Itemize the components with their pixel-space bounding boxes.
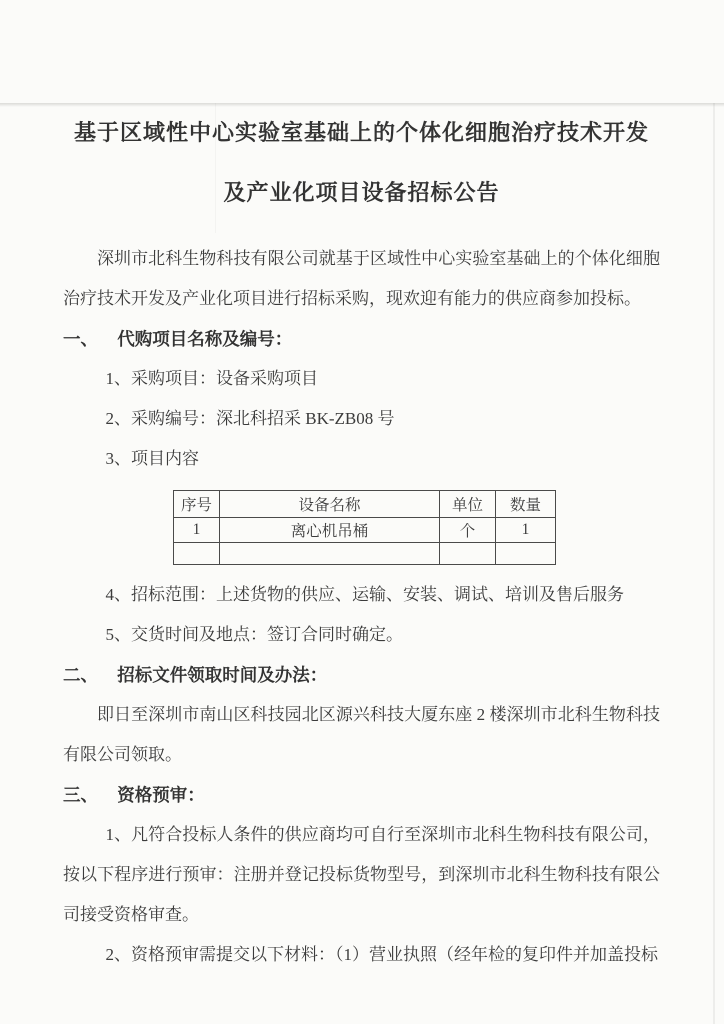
table-cell-seq: 1 (174, 518, 220, 543)
section-2-title: 招标文件领取时间及办法： (117, 665, 328, 685)
table-header-name: 设备名称 (220, 491, 440, 518)
intro-paragraph: 深圳市北科生物科技有限公司就基于区域性中心实验室基础上的个体化细胞治疗技术开发及产业化项目进行招标采购，现欢迎有能力的供应商参加投标。 (63, 249, 660, 308)
equipment-table-row (174, 518, 556, 543)
section-1-number: 一、 (63, 329, 98, 349)
section-1-title: 代购项目名称及编号： (117, 329, 293, 349)
document-title-line-1: 基于区域性中心实验室基础上的个体化细胞治疗技术开发 (73, 120, 649, 145)
table-cell-name (220, 543, 440, 565)
section-1-heading (63, 319, 660, 359)
table-header-unit: 单位 (440, 491, 496, 518)
section-1-item-delivery: 5、交货时间及地点：签订合同时确定。 (105, 625, 403, 644)
section-2-number: 二、 (63, 665, 98, 685)
table-header-qty: 数量 (496, 491, 556, 518)
document-page (0, 103, 724, 1024)
equipment-table-empty-row (174, 543, 556, 565)
section-3-title: 资格预审： (117, 785, 205, 805)
section-1-item-procurement-project: 1、采购项目：设备采购项目 (105, 369, 318, 388)
document-title (63, 103, 660, 223)
table-cell-seq (174, 543, 220, 565)
section-1-item-bid-scope: 4、招标范围：上述货物的供应、运输、安装、调试、培训及售后服务 (105, 585, 624, 604)
section-1-item-project-content: 3、项目内容 (105, 449, 199, 468)
section-3-heading (63, 775, 660, 815)
section-3-number: 三、 (63, 785, 98, 805)
equipment-table (173, 490, 556, 565)
table-header-seq: 序号 (174, 491, 220, 518)
table-cell-qty: 1 (496, 518, 556, 543)
table-cell-unit (440, 543, 496, 565)
section-2-heading (63, 655, 660, 695)
equipment-table-header-row (174, 491, 556, 518)
section-3-item-prequalification-procedure: 1、凡符合投标人条件的供应商均可自行至深圳市北科生物科技有限公司，按以下程序进行预审：注册并登记投标货物型号，到深圳市北科生物科技有限公司接受资格审查。 (63, 825, 660, 924)
table-cell-unit: 个 (440, 518, 496, 543)
document-title-line-2: 及产业化项目设备招标公告 (223, 180, 500, 205)
section-2-body: 即日至深圳市南山区科技园北区源兴科技大厦东座 2 楼深圳市北科生物科技有限公司领取。 (63, 705, 660, 764)
table-cell-qty (496, 543, 556, 565)
section-1-item-procurement-number: 2、采购编号：深北科招采 BK-ZB08 号 (105, 409, 395, 428)
section-3-item-required-materials: 2、资格预审需提交以下材料：（1）营业执照（经年检的复印件并加盖投标 (105, 945, 658, 964)
table-cell-name: 离心机吊桶 (220, 518, 440, 543)
